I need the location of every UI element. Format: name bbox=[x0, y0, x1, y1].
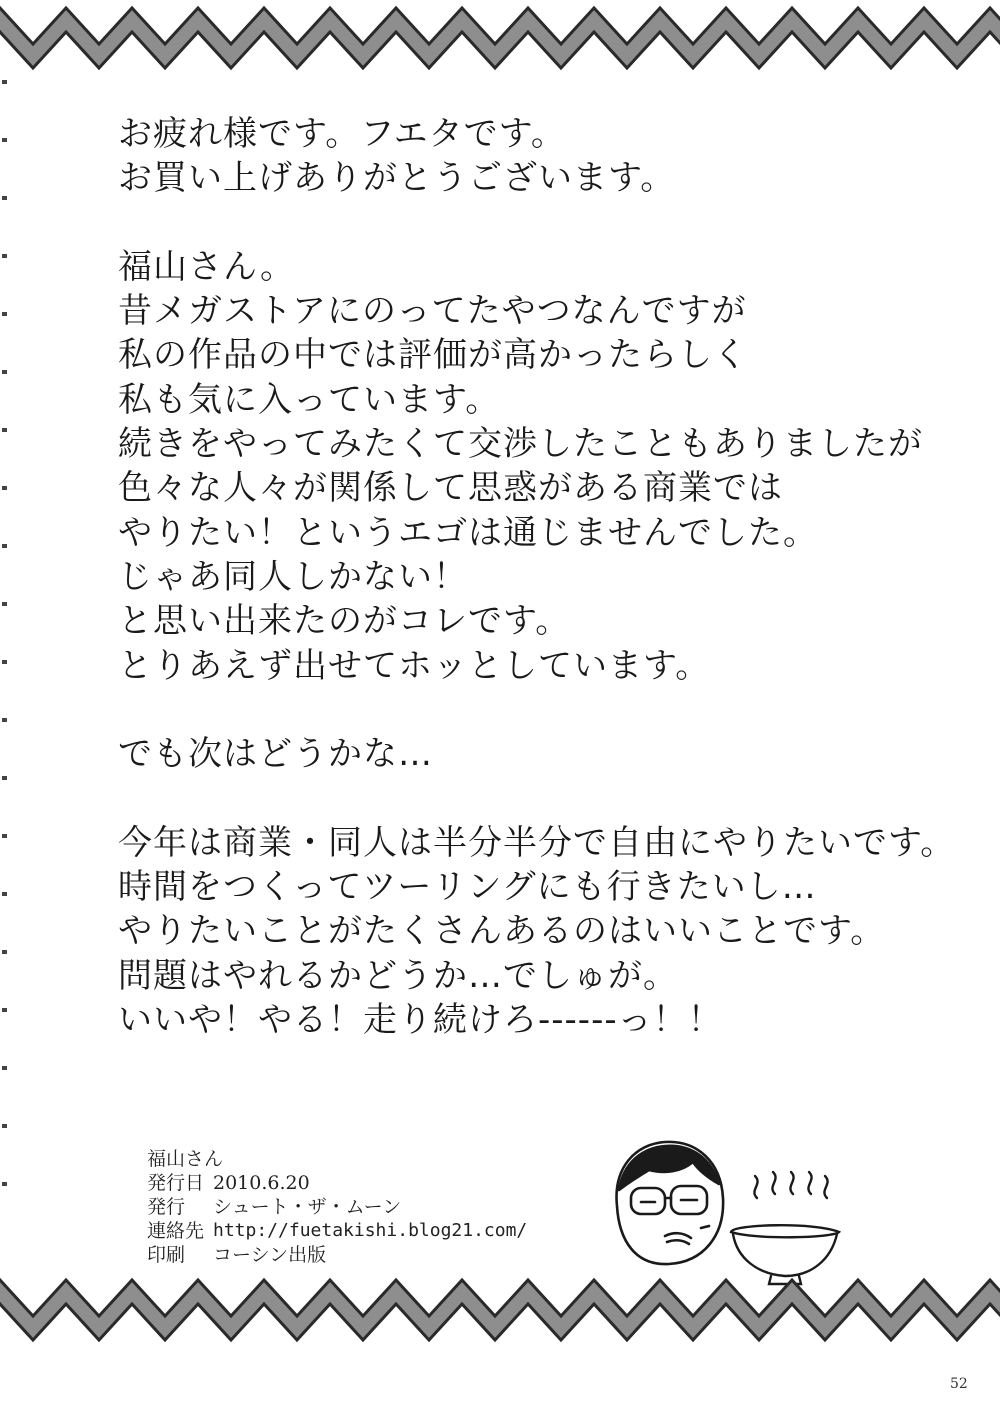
text-line: でも次はどうかな… bbox=[118, 734, 433, 775]
binding-mark bbox=[2, 776, 7, 780]
text-line: やりたいことがたくさんあるのはいいことです。 bbox=[118, 911, 886, 952]
top-zigzag-border bbox=[0, 0, 1000, 80]
colophon-date bbox=[147, 1171, 527, 1195]
text-line: と思い出来たのがコレです。 bbox=[118, 601, 571, 642]
text-line: 今年は商業・同人は半分半分で自由にやりたいです。 bbox=[118, 822, 956, 863]
bottom-zigzag-border bbox=[0, 1272, 1000, 1352]
text-line: お疲れ様です。フエタです。 bbox=[118, 114, 566, 154]
binding-mark bbox=[2, 1124, 7, 1128]
face-with-glasses-icon bbox=[617, 1142, 724, 1264]
text-line: 色々な人々が関係して思惑がある商業では bbox=[118, 468, 783, 509]
text-line: 時間をつくってツーリングにも行きたいし… bbox=[118, 867, 817, 908]
colophon-contact-url[interactable]: http://fuetakishi.blog21.com/ bbox=[213, 1220, 528, 1241]
text-line: 私も気に入っています。 bbox=[118, 379, 501, 420]
paragraph-background bbox=[118, 245, 938, 688]
binding-mark bbox=[2, 602, 7, 606]
colophon-printer-label: 印刷 bbox=[147, 1244, 186, 1266]
text-line: じゃあ同人しかない！ bbox=[118, 556, 468, 597]
binding-mark bbox=[2, 370, 7, 374]
binding-mark bbox=[2, 138, 7, 142]
text-line: 昔メガストアにのってたやつなんですが bbox=[118, 291, 747, 332]
afterword-text bbox=[118, 112, 956, 1042]
text-line: とりあえず出せてホッとしています。 bbox=[118, 645, 711, 686]
binding-mark bbox=[2, 718, 7, 722]
binding-mark bbox=[2, 428, 7, 432]
colophon-contact-label: 連絡先 bbox=[147, 1220, 205, 1242]
binding-mark bbox=[2, 544, 7, 548]
binding-mark bbox=[2, 196, 7, 200]
colophon-publisher-value: シュート・ザ・ムーン bbox=[213, 1196, 402, 1218]
binding-mark bbox=[2, 254, 7, 258]
noodle-bowl-icon bbox=[731, 1172, 839, 1284]
paragraph-plans bbox=[118, 821, 956, 1042]
binding-mark bbox=[2, 892, 7, 896]
colophon-publisher-label: 発行 bbox=[147, 1196, 186, 1218]
binding-mark bbox=[2, 486, 7, 490]
binding-mark bbox=[2, 1008, 7, 1012]
binding-mark bbox=[2, 1066, 7, 1070]
colophon bbox=[147, 1147, 527, 1267]
colophon-printer-value: コーシン出版 bbox=[213, 1244, 327, 1266]
colophon-title: 福山さん bbox=[147, 1148, 224, 1170]
text-line: 私の作品の中では評価が高かったらしく bbox=[118, 335, 748, 376]
text-line: 問題はやれるかどうか…でしゅが。 bbox=[118, 955, 678, 996]
binding-edge-marks bbox=[0, 40, 14, 1280]
binding-mark bbox=[2, 660, 7, 664]
text-line: やりたい！というエゴは通じませんでした。 bbox=[118, 512, 818, 553]
page-number: 52 bbox=[950, 1376, 968, 1392]
binding-mark bbox=[2, 950, 7, 954]
binding-mark bbox=[2, 834, 7, 838]
text-line: お買い上げありがとうございます。 bbox=[118, 158, 676, 199]
binding-mark bbox=[2, 80, 7, 84]
text-line: 続きをやってみたくて交渉したこともありましたが bbox=[118, 424, 923, 465]
colophon-date-value: 2010.6.20 bbox=[213, 1172, 310, 1194]
colophon-date-label: 発行日 bbox=[147, 1172, 205, 1194]
paragraph-greeting bbox=[118, 112, 938, 201]
text-line: 福山さん。 bbox=[118, 246, 296, 287]
binding-mark bbox=[2, 312, 7, 316]
paragraph-next bbox=[118, 732, 938, 776]
colophon-contact bbox=[147, 1219, 527, 1243]
colophon-printer bbox=[147, 1243, 527, 1267]
text-line: いいや！やる！走り続けろ------っ！！ bbox=[118, 999, 723, 1040]
binding-mark bbox=[2, 1182, 7, 1186]
colophon-publisher bbox=[147, 1195, 527, 1219]
